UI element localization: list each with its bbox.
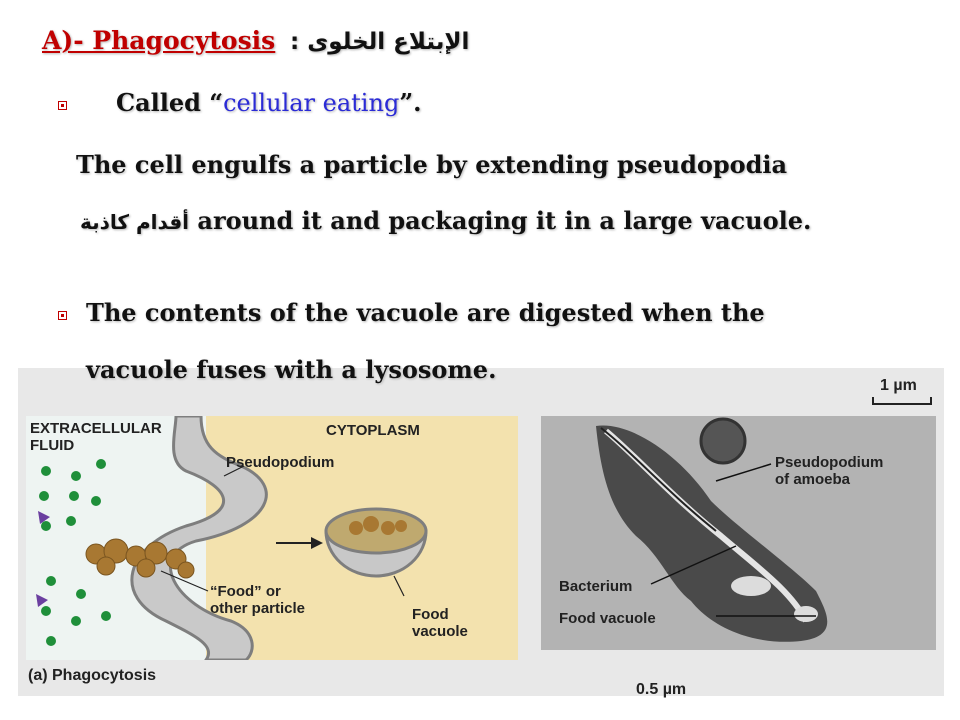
heading-english: A)- Phagocytosis: [42, 26, 276, 55]
label-extracellular-fluid: EXTRACELLULAR FLUID: [30, 420, 162, 454]
engulf-line-1: The cell engulfs a particle by extending pseudopodia: [76, 150, 788, 179]
bullet-called-suffix: ”.: [399, 88, 422, 117]
label-cytoplasm: CYTOPLASM: [326, 422, 420, 439]
micro-food-vacuole: [731, 576, 771, 596]
digest-line-2: vacuole fuses with a lysosome.: [86, 355, 497, 384]
label-food-vacuole: Food vacuole: [412, 606, 468, 640]
diagram-caption: (a) Phagocytosis: [28, 667, 157, 684]
label-pseudopodium-of-amoeba: Pseudopodium of amoeba: [775, 454, 884, 488]
label-food-vacuole-micro: Food vacuole: [559, 610, 656, 627]
bullet-called-prefix: Called “: [116, 88, 224, 117]
arabic-pseudopodia: أقدام كاذبة: [80, 210, 190, 234]
engulf-line-2-text: around it and packaging it in a large vacuole.: [197, 206, 812, 235]
vacuole-leader: [394, 576, 404, 596]
label-bacterium: Bacterium: [559, 578, 633, 595]
phagocytosis-diagram: [26, 416, 518, 660]
label-pseudopodium: Pseudopodium: [226, 454, 335, 471]
arrow-head: [311, 537, 323, 549]
bullet-called-highlight: cellular eating: [223, 89, 400, 117]
bullet-called: [116, 88, 421, 117]
scale-bar-bottom-label: 0.5 µm: [636, 681, 687, 698]
micro-vacuole-small: [794, 606, 818, 622]
slide-heading: [42, 26, 469, 55]
label-food-particle: “Food” or other particle: [210, 583, 306, 617]
particle-blob: [701, 419, 745, 463]
micrograph: [541, 416, 936, 650]
food-vacuole-rim: [326, 509, 426, 553]
square-bullet-icon: [58, 101, 67, 110]
engulf-line-2: [80, 206, 811, 235]
scale-bar-top: [872, 397, 932, 405]
square-bullet-icon: [58, 311, 67, 320]
heading-arabic: الإبتلاع الخلوى :: [289, 29, 470, 55]
digest-line-1: The contents of the vacuole are digested when the: [86, 298, 765, 327]
scale-bar-top-label: 1 µm: [880, 377, 917, 394]
